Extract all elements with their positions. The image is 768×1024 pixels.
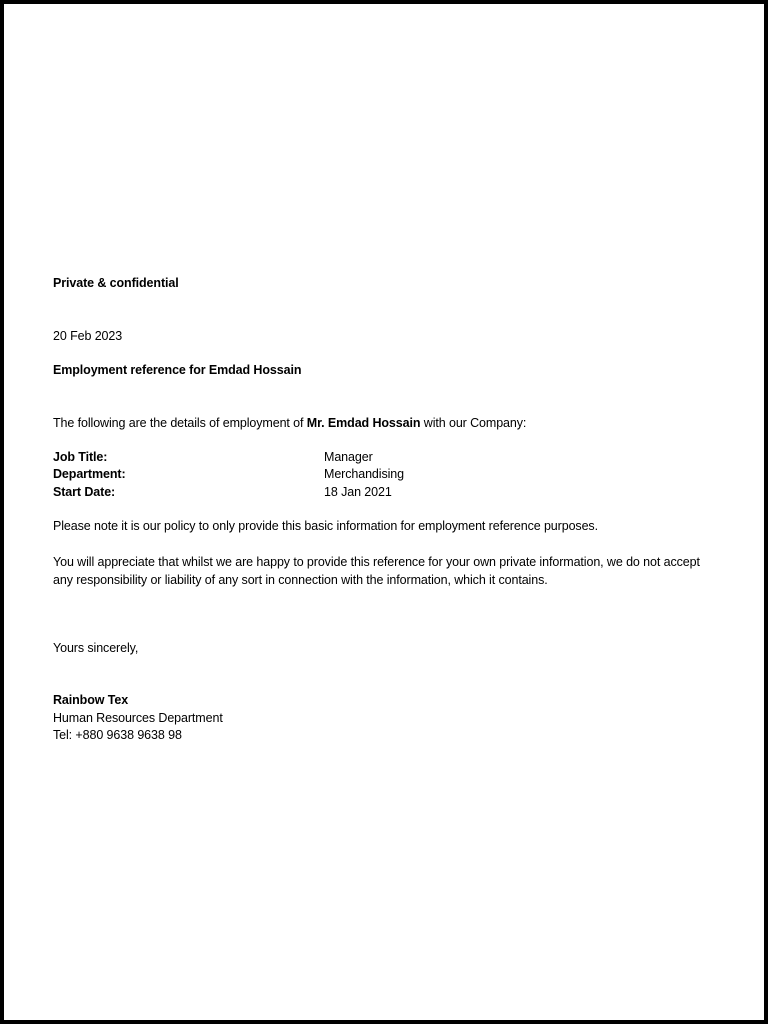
detail-label-job-title: Job Title: [53,450,108,464]
detail-value-department: Merchandising [324,467,404,481]
letter-page [4,4,764,1020]
disclaimer-paragraph: You will appreciate that whilst we are happy to provide this reference for your own private information, we do not accept any responsibility or liability of any sort in connection with the information, which it contains. [53,555,700,587]
letter-date: 20 Feb 2023 [53,329,123,343]
detail-label-department: Department: [53,467,126,481]
confidential-label: Private & confidential [53,276,179,290]
detail-value-job-title: Manager [324,450,373,464]
letter-subject: Employment reference for Emdad Hossain [53,363,302,377]
intro-employee-name: Mr. Emdad Hossain [306,416,421,430]
detail-value-start-date: 18 Jan 2021 [324,485,392,499]
intro-prefix: The following are the details of employment of [53,416,307,430]
intro-suffix: with our Company: [420,416,527,430]
signature-department: Human Resources Department [53,711,223,725]
policy-note: Please note it is our policy to only provide this basic information for employment reference purposes. [53,519,598,533]
intro-paragraph [53,415,526,432]
detail-label-start-date: Start Date: [53,485,116,499]
signature-phone: Tel: +880 9638 9638 98 [53,728,182,742]
signature-company: Rainbow Tex [53,693,129,707]
closing-salutation: Yours sincerely, [53,641,139,655]
